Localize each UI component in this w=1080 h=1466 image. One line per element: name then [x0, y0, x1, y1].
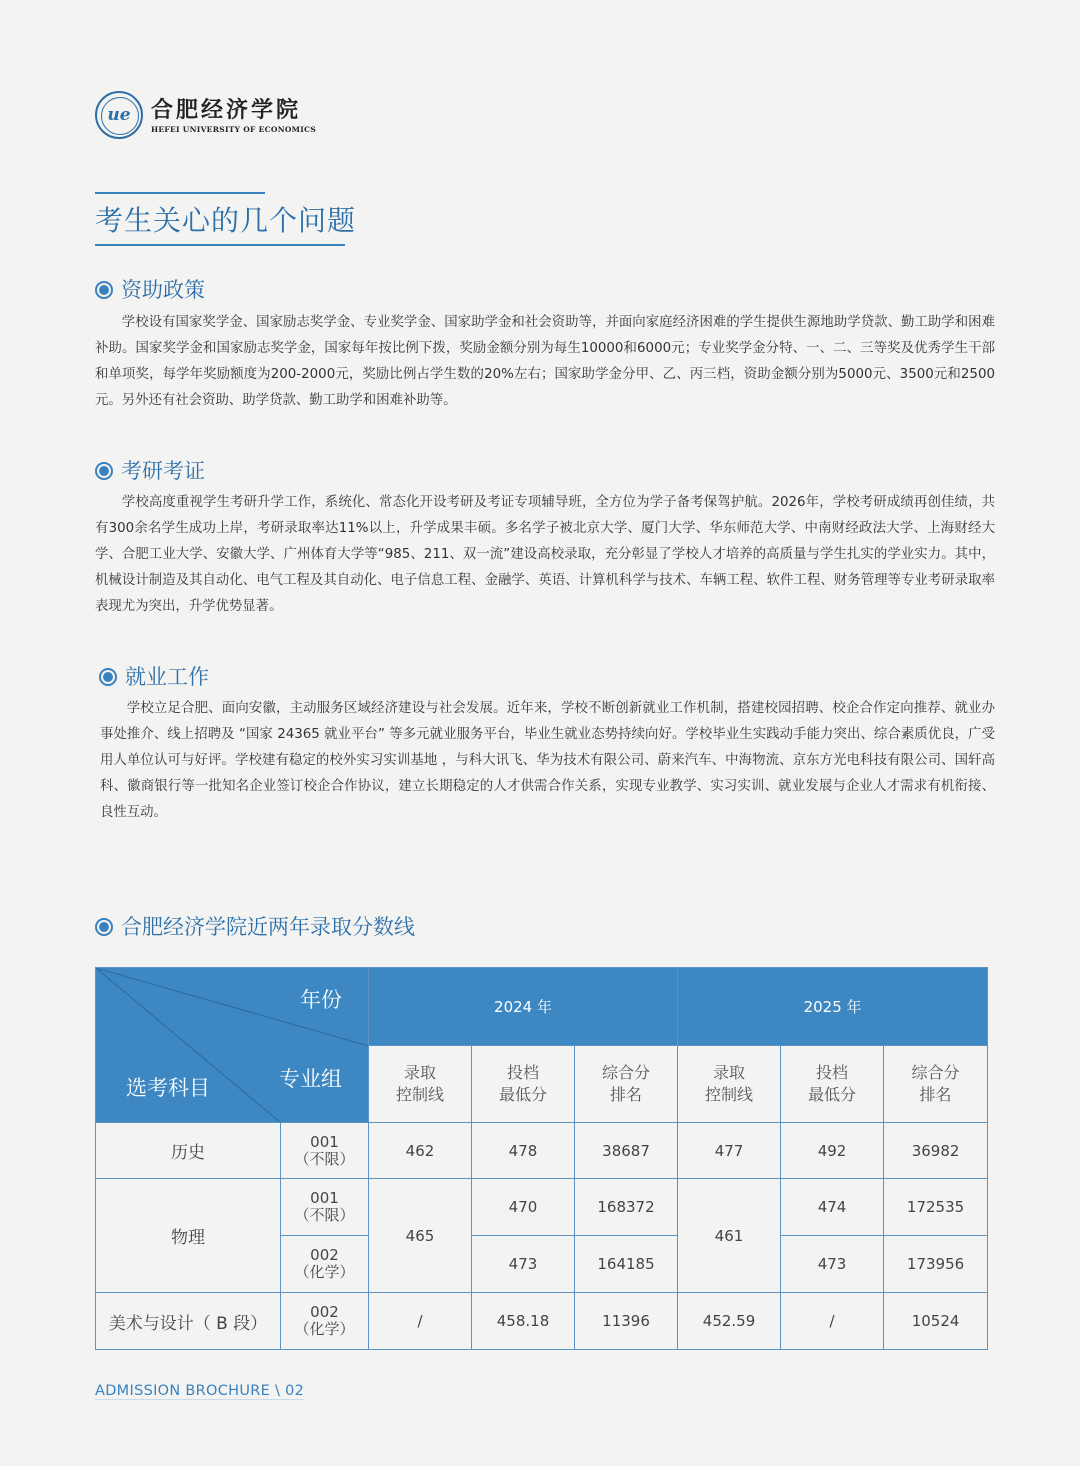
rank-2024: 168372: [575, 1179, 678, 1236]
min-score-2024: 470: [472, 1179, 575, 1236]
control-line-2025: 461: [678, 1179, 781, 1293]
bullet-icon: [95, 462, 113, 480]
min-score-2025: 492: [781, 1123, 884, 1179]
table-row: [96, 1123, 988, 1179]
bullet-icon: [95, 281, 113, 299]
control-line-2024: /: [369, 1293, 472, 1350]
subject-cell: 美术与设计（ B 段）: [96, 1293, 281, 1350]
table-row: [96, 1293, 988, 1350]
rank-2024: 11396: [575, 1293, 678, 1350]
school-logo: [95, 90, 316, 140]
group-code-cell: 001 （不限）: [281, 1123, 369, 1179]
group-code-cell: 002 （化学）: [281, 1236, 369, 1293]
rank-2024: 38687: [575, 1123, 678, 1179]
min-score-2025: 474: [781, 1179, 884, 1236]
table-row: [96, 1179, 988, 1236]
subheader-control-line: 录取 控制线: [678, 1046, 781, 1123]
section-heading-scores: 合肥经济学院近两年录取分数线: [95, 914, 415, 940]
corner-subject-label: 选考科目: [126, 1076, 210, 1100]
rank-2025: 172535: [884, 1179, 988, 1236]
corner-group-label: 专业组: [279, 1067, 342, 1091]
rank-2025: 173956: [884, 1236, 988, 1293]
section-heading-funding: 资助政策: [95, 277, 205, 303]
group-code-cell: 002 （化学）: [281, 1293, 369, 1350]
subheader-min-score: 投档 最低分: [781, 1046, 884, 1123]
section-text-employment: 学校立足合肥、面向安徽，主动服务区域经济建设与社会发展。近年来，学校不断创新就业工作机制，搭建校园招聘、校企合作定向推荐、就业办事处推介、线上招聘及 “国家 24365 就业平台” 等多元就业服务平台，毕业生就业态势持续向好。学校毕业生实践动手能力突出、综合素质优良，广受用人单位认可与好评。学校建有稳定的校外实习实训基地 ，与科大讯飞、华为技术有限公司、蔚来汽车、中海物流、京东方光电科技有限公司、国轩高科、徽商银行等一批知名企业签订校企合作协议，建立长期稳定的人才供需合作关系，实现专业教学、实习实训、就业发展与企业人才需求有机衔接、良性互动。: [100, 701, 995, 820]
section-text-postgrad: 学校高度重视学生考研升学工作，系统化、常态化开设考研及考证专项辅导班，全方位为学子备考保驾护航。2026年，学校考研成绩再创佳绩，共有300余名学生成功上岸，考研录取率达11%以上，升学成果丰硕。多名学子被北京大学、厦门大学、华东师范大学、中南财经政法大学、上海财经大学、合肥工业大学、安徽大学、广州体育大学等“985、211、双一流”建设高校录取，充分彰显了学校人才培养的高质量与学生扎实的学业实力。其中，机械设计制造及其自动化、电气工程及其自动化、电子信息工程、金融学、英语、计算机科学与技术、车辆工程、软件工程、财务管理等专业考研录取率表现尤为突出，升学优势显著。: [95, 495, 995, 614]
school-name-cn: 合肥经济学院: [151, 96, 302, 123]
table-corner-header: [96, 968, 369, 1123]
min-score-2025: /: [781, 1293, 884, 1350]
bullet-icon: [99, 668, 117, 686]
page-footer: ADMISSION BROCHURE \ 02: [95, 1383, 305, 1399]
control-line-2024: 465: [369, 1179, 472, 1293]
min-score-2024: 458.18: [472, 1293, 575, 1350]
section-heading-employment: 就业工作: [99, 664, 209, 690]
admission-score-table: [95, 967, 988, 1350]
title-bottom-rule: [95, 244, 345, 246]
rank-2025: 10524: [884, 1293, 988, 1350]
subject-cell: 物理: [96, 1179, 281, 1293]
bullet-icon: [95, 918, 113, 936]
school-seal-icon: ue: [95, 91, 143, 139]
min-score-2024: 473: [472, 1236, 575, 1293]
control-line-2025: 477: [678, 1123, 781, 1179]
section-heading-postgrad: 考研考证: [95, 458, 205, 484]
page-title: 考生关心的几个问题: [95, 204, 357, 237]
subheader-rank: 综合分 排名: [575, 1046, 678, 1123]
corner-year-label: 年份: [300, 988, 342, 1012]
year-header-2024: 2024 年: [369, 968, 678, 1046]
subheader-rank: 综合分 排名: [884, 1046, 988, 1123]
control-line-2025: 452.59: [678, 1293, 781, 1350]
control-line-2024: 462: [369, 1123, 472, 1179]
rank-2024: 164185: [575, 1236, 678, 1293]
rank-2025: 36982: [884, 1123, 988, 1179]
school-name-en: HEFEI UNIVERSITY OF ECONOMICS: [151, 124, 317, 134]
min-score-2024: 478: [472, 1123, 575, 1179]
subheader-min-score: 投档 最低分: [472, 1046, 575, 1123]
group-code-cell: 001 （不限）: [281, 1179, 369, 1236]
section-text-funding: 学校设有国家奖学金、国家励志奖学金、专业奖学金、国家助学金和社会资助等，并面向家庭经济困难的学生提供生源地助学贷款、勤工助学和困难补助。国家奖学金和国家励志奖学金，国家每年按比例下拨，奖励金额分别为每生10000和6000元；专业奖学金分特、一、二、三等奖及优秀学生干部和单项奖，每学年奖励额度为200-2000元，奖励比例占学生数的20%左右；国家助学金分甲、乙、丙三档，资助金额分别为5000元、3500元和2500元。另外还有社会资助、助学贷款、勤工助学和困难补助等。: [95, 315, 995, 408]
subheader-control-line: 录取 控制线: [369, 1046, 472, 1123]
subject-cell: 历史: [96, 1123, 281, 1179]
min-score-2025: 473: [781, 1236, 884, 1293]
title-top-rule: [95, 192, 265, 194]
year-header-2025: 2025 年: [678, 968, 988, 1046]
